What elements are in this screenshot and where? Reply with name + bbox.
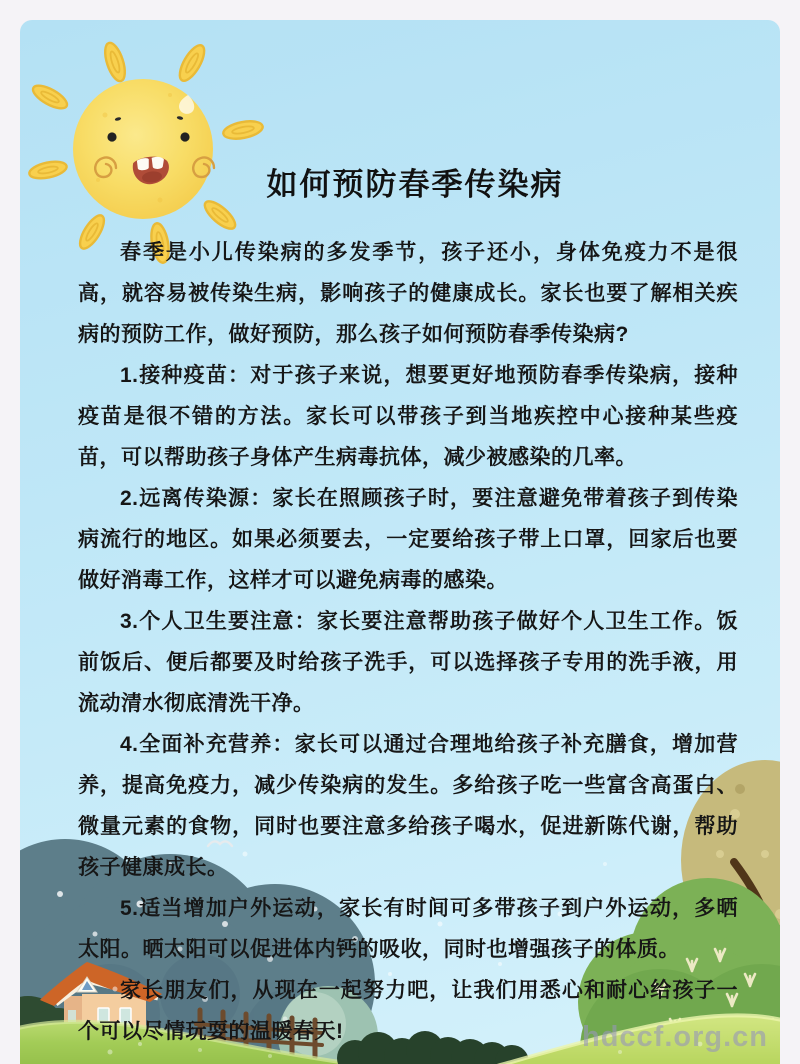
paragraph-tip-5: 5.适当增加户外运动，家长有时间可多带孩子到户外运动，多晒太阳。晒太阳可以促进体内钙的吸收，同时也增强孩子的体质。	[78, 897, 738, 961]
page-title: 如何预防春季传染病	[266, 166, 564, 202]
paragraph-tip-3: 3.个人卫生要注意：家长要注意帮助孩子做好个人卫生工作。饭前饭后、便后都要及时给孩子洗手，可以选择孩子专用的洗手液，用流动清水彻底清洗干净。	[78, 610, 738, 715]
article-card	[20, 20, 780, 1064]
paragraph-closing: 家长朋友们，从现在一起努力吧，让我们用悉心和耐心给孩子一个可以尽情玩耍的温暖春天!	[78, 979, 738, 1043]
article-body	[78, 232, 738, 1052]
paragraph-intro: 春季是小儿传染病的多发季节，孩子还小，身体免疫力不是很高，就容易被传染生病，影响孩子的健康成长。家长也要了解相关疾病的预防工作，做好预防，那么孩子如何预防春季传染病?	[78, 241, 738, 346]
paragraph-tip-2: 2.远离传染源：家长在照顾孩子时，要注意避免带着孩子到传染病流行的地区。如果必须要去，一定要给孩子带上口罩，回家后也要做好消毒工作，这样才可以避免病毒的感染。	[78, 487, 738, 592]
paragraph-tip-1: 1.接种疫苗：对于孩子来说，想要更好地预防春季传染病，接种疫苗是很不错的方法。家长可以带孩子到当地疾控中心接种某些疫苗，可以帮助孩子身体产生病毒抗体，减少被感染的几率。	[78, 364, 738, 469]
sun-eye-left	[107, 132, 116, 141]
sun-eye-right	[180, 132, 189, 141]
watermark: hdccf.org.cn	[581, 1021, 768, 1053]
paragraph-tip-4: 4.全面补充营养：家长可以通过合理地给孩子补充膳食，增加营养，提高免疫力，减少传染病的发生。多给孩子吃一些富含高蛋白、微量元素的食物，同时也要注意多给孩子喝水，促进新陈代谢，帮助孩子健康成长。	[78, 733, 738, 879]
